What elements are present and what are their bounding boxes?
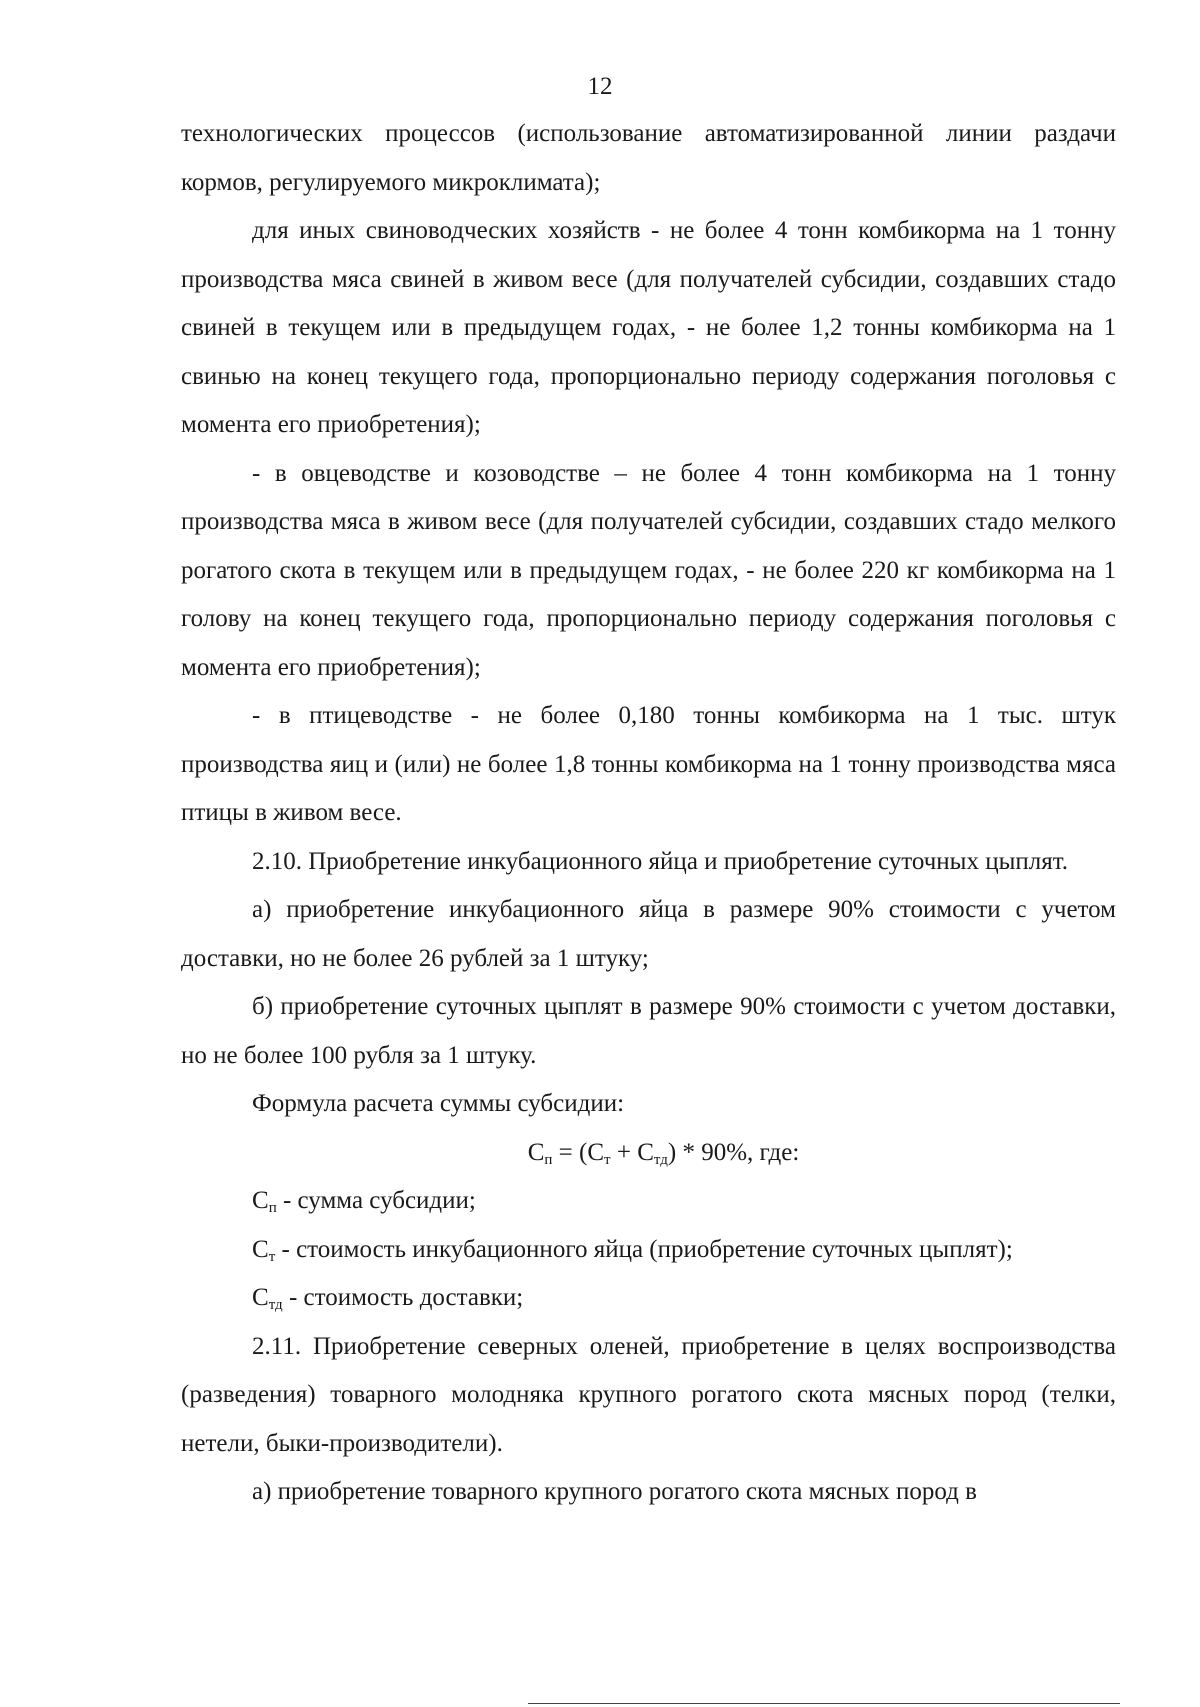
formula-text: + [610,1138,638,1166]
formula-text: ) * 90%, где: [667,1138,800,1166]
formula-subscript: тд [653,1151,668,1168]
legend-text: - стоимость инкубационного яйца (приобретение суточных цыплят); [275,1235,1013,1263]
paragraph: а) приобретение инкубационного яйца в размере 90% стоимости с учетом доставки, но не более 26 рублей за 1 штуку; [181,896,1116,972]
formula-symbol: С [252,1235,269,1263]
paragraph: технологических процессов (использование автоматизированной линии раздачи кормов, регулируемого микроклимата); [181,120,1116,196]
formula-subscript: тд [268,1297,283,1313]
formula-symbol: С [527,1138,545,1166]
formula-legend-ct [181,1226,1116,1275]
formula-symbol: С [252,1187,269,1214]
subsidy-formula [181,1129,1116,1178]
formula-symbol: С [587,1138,605,1166]
formula-subscript: п [544,1151,553,1168]
formula-subscript: п [268,1200,277,1216]
legend-text: - стоимость доставки; [282,1284,524,1311]
paragraph: б) приобретение суточных цыплят в размере 90% стоимости с учетом доставки, но не более 100 рубля за 1 штуку. [181,993,1116,1069]
formula-intro: Формула расчета суммы субсидии: [252,1090,625,1117]
page-number: 12 [587,73,613,100]
document-body [181,110,1116,1517]
section-heading-2-10: 2.10. Приобретение инкубационного яйца и приобретение суточных цыплят. [252,847,1069,875]
paragraph: - в птицеводстве - не более 0,180 тонны комбикорма на 1 тыс. штук производства яиц и (или) не более 1,8 тонны комбикорма на 1 тонну производства мяса птицы в живом весе. [181,702,1116,826]
bottom-scan-line [528,1703,1120,1704]
formula-legend-ctd [181,1274,1116,1323]
formula-symbol: С [252,1284,269,1311]
formula-subscript: т [268,1248,276,1265]
formula-text: = ( [552,1138,588,1166]
paragraph: для иных свиноводческих хозяйств - не более 4 тонн комбикорма на 1 тонну производства мяса свиней в живом весе (для получателей субсидии, создавших стадо свиней в текущем или в предыдущем годах, - не более 1,2 тонны комбикорма на 1 свинью на конец текущего года, пропорционально периоду содержания поголовья с момента его приобретения); [181,217,1116,438]
paragraph: а) приобретение товарного крупного рогатого скота мясных пород в [252,1478,977,1505]
paragraph: - в овцеводстве и козоводстве – не более 4 тонн комбикорма на 1 тонну производства мяса в живом весе (для получателей субсидии, создавших стадо мелкого рогатого скота в текущем или в предыдущем годах, - не более 220 кг комбикорма на 1 голову на конец текущего года, пропорционально периоду содержания поголовья с момента его приобретения); [181,459,1116,681]
section-heading-2-11: 2.11. Приобретение северных оленей, приобретение в целях воспроизводства (разведения) товарного молодняка крупного рогатого скота мясных пород (телки, нетели, быки-производители). [181,1332,1116,1457]
formula-subscript: т [604,1151,611,1168]
formula-legend-cp [181,1177,1116,1226]
legend-text: - сумма субсидии; [276,1187,476,1214]
formula-symbol: С [637,1138,654,1166]
